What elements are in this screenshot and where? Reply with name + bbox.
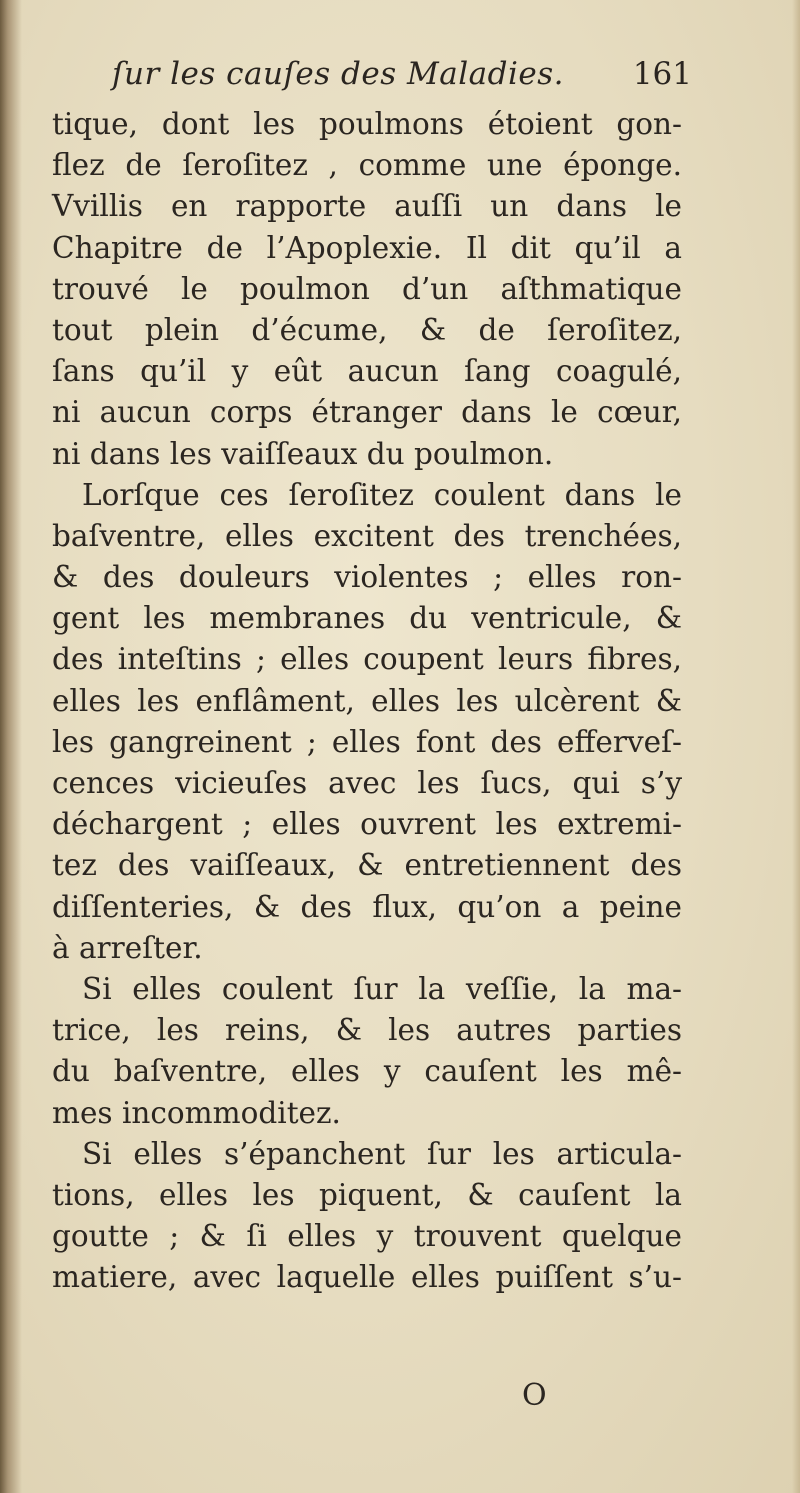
text-line: tout plein d’écume, & de ſeroſitez, [52, 312, 682, 347]
text-line: Si elles coulent ſur la veſſie, la ma- [82, 971, 682, 1006]
text-line: Si elles s’épanchent ſur les articula- [82, 1136, 682, 1171]
text-line: cences vicieuſes avec les ſucs, qui s’y [52, 766, 682, 800]
text-line: Chapitre de l’Apoplexie. Il dit qu’il a [52, 230, 682, 265]
text-line: les gangreinent ; elles font des efferveſ- [52, 724, 682, 759]
text-line: trice, les reins, & les autres parties [52, 1013, 682, 1048]
text-line: ni dans les vaiſſeaux du poulmon. [52, 436, 554, 471]
signature-mark: O [522, 1378, 547, 1413]
text-line: du baſventre, elles y cauſent les mê- [52, 1054, 682, 1089]
page-number: 161 [632, 56, 692, 92]
text-line: elles les enflâment, elles les ulcèrent & [52, 683, 682, 718]
text-line: Vvillis en rapporte auſſi un dans le [52, 189, 682, 224]
text-line: trouvé le poulmon d’un aſthmatique [52, 271, 682, 306]
text-line: & des douleurs violentes ; elles ron- [52, 560, 682, 595]
text-line: ſans qu’il y eût aucun ſang coagulé, [52, 354, 682, 389]
text-line: gent les membranes du ventricule, & [52, 601, 682, 636]
text-line: à arreſter. [52, 930, 203, 965]
body-text [52, 104, 682, 1298]
text-line: flez de ſeroſitez , comme une éponge. [52, 148, 682, 183]
text-line: matiere, avec laquelle elles puiſſent s’u- [52, 1260, 682, 1295]
text-line: tions, elles les piquent, & cauſent la [52, 1177, 682, 1212]
text-line: tez des vaiſſeaux, & entretiennent des [52, 848, 682, 883]
text-line: mes incommoditez. [52, 1095, 341, 1130]
text-line: Lorſque ces ſeroſitez coulent dans le [82, 477, 682, 512]
text-line: baſventre, elles excitent des trenchées, [52, 518, 682, 553]
running-title: ſur les cauſes des Maladies. [112, 56, 564, 92]
text-line: goutte ; & ſi elles y trouvent quelque [52, 1219, 682, 1254]
text-line: des inteſtins ; elles coupent leurs fibres, [52, 642, 682, 677]
text-line: tique, dont les poulmons étoient gon- [52, 107, 682, 141]
text-line: déchargent ; elles ouvrent les extremi- [52, 807, 682, 842]
text-line: diſſenteries, & des flux, qu’on a peine [52, 889, 682, 924]
page-header [112, 52, 692, 102]
text-line: ni aucun corps étranger dans le cœur, [52, 395, 682, 430]
